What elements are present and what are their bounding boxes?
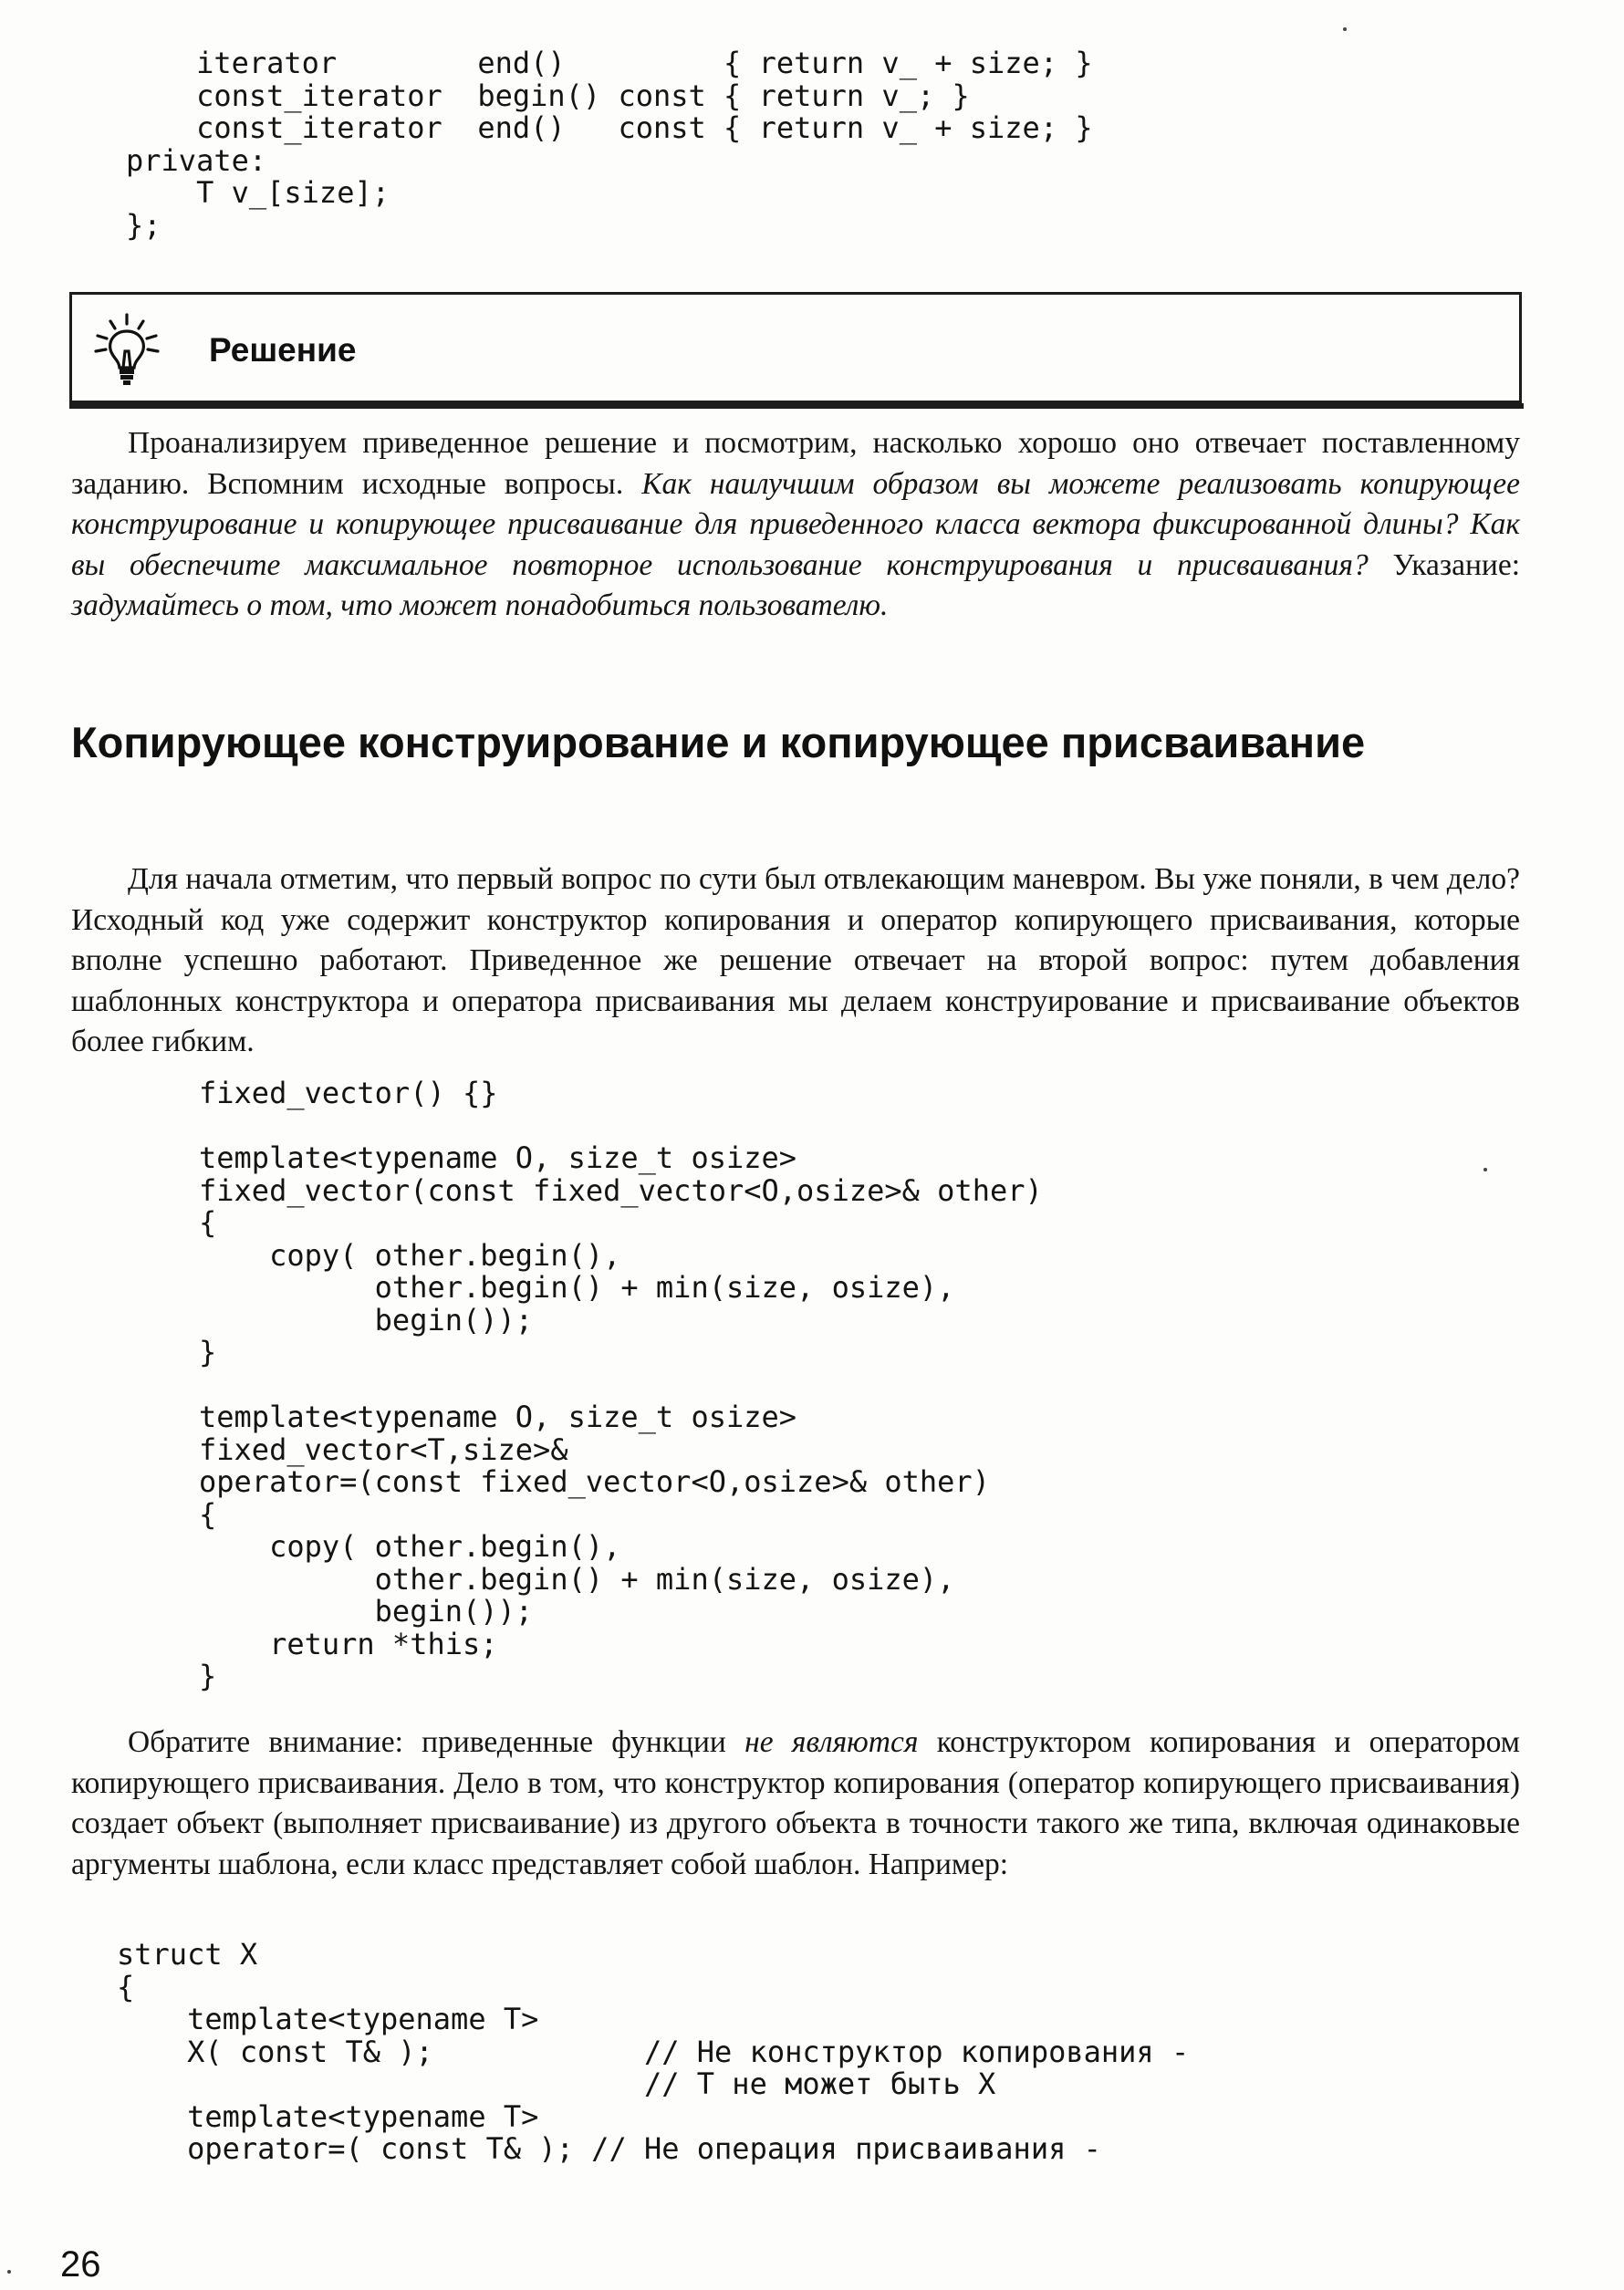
scan-speck [7,2270,11,2274]
paragraph-text: Для начала отметим, что первый вопрос по сути был отвлекающим маневром. Вы уже поняли, в чем дело? Исходный код уже содержит конструктор копирования и оператор копирующего присваивания, которые вполне успешно работают. Приведенное же решение отвечает на второй вопрос: путем добавления шаблонных конструктора и оператора присваивания мы делаем конструирование и присваивание объектов более гибким. [71,862,1520,1058]
code-line: template<typename T> [117,2098,539,2134]
page-number: 26 [60,2244,101,2285]
code-line: // T не может быть X [117,2066,996,2101]
code-line: iterator end() { return v_ + size; } [126,46,1093,80]
code-line: const_iterator end() const { return v_ + size; } [126,110,1093,145]
code-line: operator=( const T& ); // Не операция присваивания - [117,2131,1101,2166]
code-line: operator=(const fixed_vector<O,osize>& other) [199,1464,990,1499]
code-line: return *this; [199,1626,498,1661]
code-line: copy( other.begin(), [199,1529,621,1564]
code-block-top [126,47,1093,242]
code-line: other.begin() + min(size, osize), [199,1270,955,1305]
code-line: { [117,1969,135,2004]
code-line: } [199,1659,217,1693]
lightbulb-icon [92,311,161,388]
solution-header-box [69,292,1522,403]
code-line: template<typename O, size_t osize> [199,1140,797,1175]
code-line: X( const T& ); // Не конструктор копирования - [117,2034,1190,2069]
code-line: { [199,1496,217,1532]
code-line: fixed_vector<T,size>& [199,1431,568,1467]
intro-hint: задумайтесь о том, что может понадобиться пользователю. [71,588,889,622]
intro-text: Проанализируем приведенное решение и посмотрим, насколько хорошо оно отвечает поставленному заданию. Вспомним исходные вопросы. [71,426,1520,501]
intro-paragraph [71,423,1520,627]
intro-hint-label: Указание: [1368,547,1521,582]
code-line: template<typename O, size_t osize> [199,1400,797,1434]
code-line: { [199,1205,217,1240]
scan-speck [1343,27,1347,31]
code-line: fixed_vector() {} [199,1076,498,1110]
section-heading: Копирующее конструирование и копирующее присваивание [71,718,1366,766]
code-line: } [199,1335,217,1369]
code-line: private: [126,142,267,178]
code-line: other.begin() + min(size, osize), [199,1561,955,1597]
paragraph-emphasis: не являются [744,1725,919,1759]
code-line: struct X [117,1937,258,1972]
body-paragraph [71,1723,1520,1885]
paragraph-text: конструктором копирования и оператором копирующего присваивания. Дело в том, что конструктор копирования (оператор копирующего присваивания) создает объект (выполняет присваивание) из другого объекта в точности такого же типа, включая одинаковые аргументы шаблона, если класс представляет собой шаблон. Например: [71,1725,1520,1881]
code-line: }; [126,207,161,243]
scan-speck [1483,1168,1487,1171]
solution-title: Решение [209,331,357,369]
code-block-bottom [117,1939,1189,2166]
code-block-middle [199,1077,1043,1693]
code-line: fixed_vector(const fixed_vector<O,osize>& other) [199,1172,1043,1208]
paragraph-text: Обратите внимание: приведенные функции [128,1725,745,1759]
code-line: begin()); [199,1594,534,1629]
code-line [199,1369,1043,1402]
code-line [199,1110,1043,1143]
body-paragraph [71,859,1520,1063]
code-line: T v_[size]; [126,175,390,210]
intro-question: Как наилучшим образом вы можете реализовать копирующее конструирование и копирующее присваивание для приведенного класса вектора фиксированной длины? Как вы обеспечите максимальное повторное использование конструирования и присваивания? [71,466,1520,582]
code-line: const_iterator begin() const { return v_; } [126,78,970,113]
code-line: copy( other.begin(), [199,1237,621,1273]
code-line: begin()); [199,1302,534,1338]
code-line: template<typename T> [117,2002,539,2036]
